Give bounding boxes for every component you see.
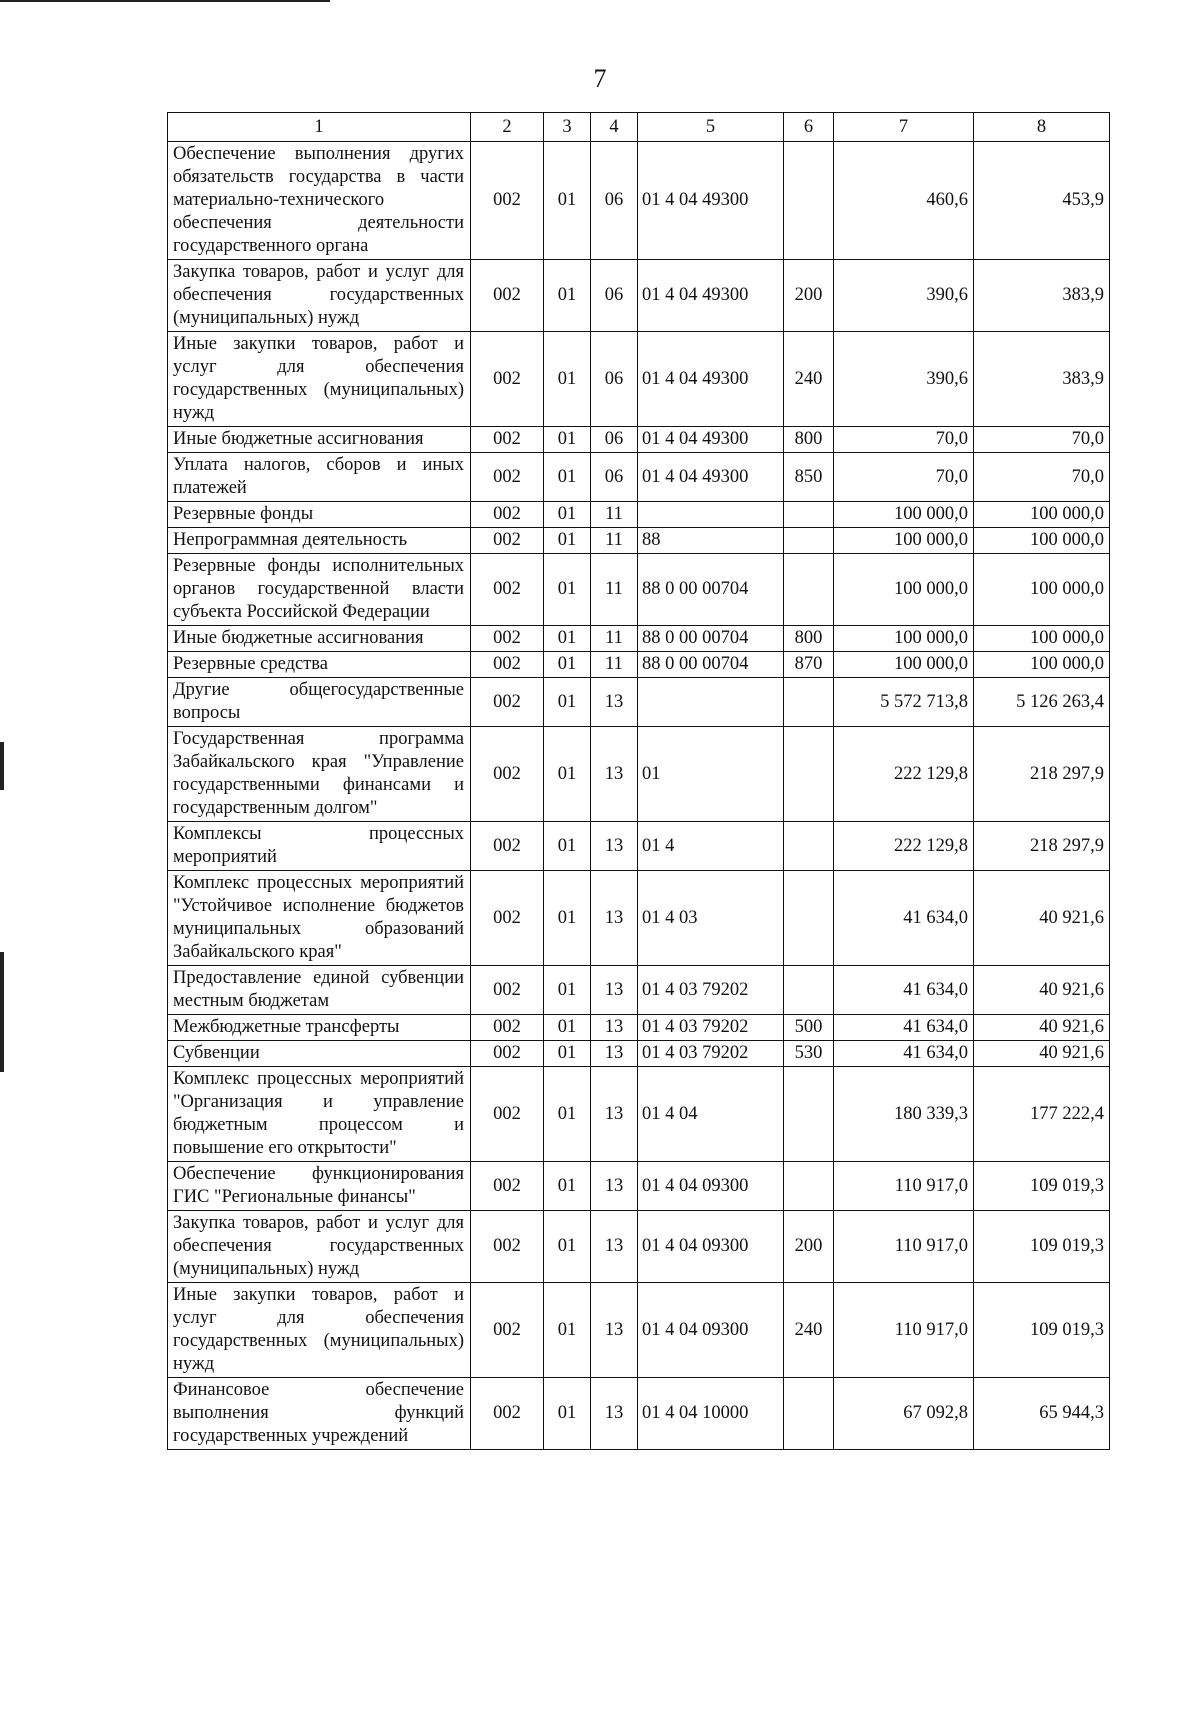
section-code-cell: 01 bbox=[544, 1378, 591, 1450]
subsection-code-cell: 13 bbox=[591, 1211, 638, 1283]
amount-year2-cell: 40 921,6 bbox=[974, 966, 1110, 1015]
amount-year1-cell: 41 634,0 bbox=[834, 871, 974, 966]
table-row bbox=[168, 427, 1110, 453]
item-name-cell: Обеспечение выполнения других обязательств государства в части материально-технического обеспечения деятельности государственного органа bbox=[168, 142, 471, 260]
subsection-code-cell: 13 bbox=[591, 1378, 638, 1450]
target-article-cell: 88 0 00 00704 bbox=[638, 652, 784, 678]
amount-year2-cell: 100 000,0 bbox=[974, 626, 1110, 652]
header-row bbox=[168, 113, 1110, 142]
amount-year1-cell: 5 572 713,8 bbox=[834, 678, 974, 727]
item-name-cell: Субвенции bbox=[168, 1041, 471, 1067]
target-article-cell: 01 4 04 49300 bbox=[638, 453, 784, 502]
ministry-code-cell: 002 bbox=[471, 626, 544, 652]
subsection-code-cell: 13 bbox=[591, 678, 638, 727]
amount-year1-cell: 222 129,8 bbox=[834, 822, 974, 871]
subsection-code-cell: 13 bbox=[591, 1041, 638, 1067]
amount-year2-cell: 65 944,3 bbox=[974, 1378, 1110, 1450]
section-code-cell: 01 bbox=[544, 427, 591, 453]
target-article-cell: 88 0 00 00704 bbox=[638, 554, 784, 626]
target-article-cell bbox=[638, 678, 784, 727]
ministry-code-cell: 002 bbox=[471, 427, 544, 453]
section-code-cell: 01 bbox=[544, 1067, 591, 1162]
amount-year1-cell: 110 917,0 bbox=[834, 1211, 974, 1283]
table-row bbox=[168, 652, 1110, 678]
section-code-cell: 01 bbox=[544, 871, 591, 966]
table-row bbox=[168, 528, 1110, 554]
left-edge-mark bbox=[0, 952, 4, 1072]
table-row bbox=[168, 453, 1110, 502]
amount-year2-cell: 100 000,0 bbox=[974, 502, 1110, 528]
item-name-cell: Резервные фонды исполнительных органов государственной власти субъекта Российской Федерации bbox=[168, 554, 471, 626]
item-name-cell: Закупка товаров, работ и услуг для обеспечения государственных (муниципальных) нужд bbox=[168, 260, 471, 332]
amount-year2-cell: 218 297,9 bbox=[974, 727, 1110, 822]
amount-year1-cell: 460,6 bbox=[834, 142, 974, 260]
amount-year1-cell: 67 092,8 bbox=[834, 1378, 974, 1450]
table-row bbox=[168, 332, 1110, 427]
section-code-cell: 01 bbox=[544, 528, 591, 554]
amount-year2-cell: 100 000,0 bbox=[974, 528, 1110, 554]
ministry-code-cell: 002 bbox=[471, 1162, 544, 1211]
amount-year2-cell: 109 019,3 bbox=[974, 1211, 1110, 1283]
ministry-code-cell: 002 bbox=[471, 652, 544, 678]
header-cell: 2 bbox=[471, 113, 544, 142]
amount-year1-cell: 100 000,0 bbox=[834, 652, 974, 678]
section-code-cell: 01 bbox=[544, 142, 591, 260]
amount-year1-cell: 70,0 bbox=[834, 427, 974, 453]
section-code-cell: 01 bbox=[544, 678, 591, 727]
subsection-code-cell: 13 bbox=[591, 1015, 638, 1041]
item-name-cell: Комплексы процессных мероприятий bbox=[168, 822, 471, 871]
ministry-code-cell: 002 bbox=[471, 1211, 544, 1283]
expense-type-cell bbox=[784, 678, 834, 727]
subsection-code-cell: 13 bbox=[591, 871, 638, 966]
section-code-cell: 01 bbox=[544, 1041, 591, 1067]
amount-year1-cell: 110 917,0 bbox=[834, 1162, 974, 1211]
expense-type-cell bbox=[784, 554, 834, 626]
ministry-code-cell: 002 bbox=[471, 453, 544, 502]
item-name-cell: Иные бюджетные ассигнования bbox=[168, 626, 471, 652]
amount-year1-cell: 180 339,3 bbox=[834, 1067, 974, 1162]
target-article-cell bbox=[638, 502, 784, 528]
amount-year2-cell: 100 000,0 bbox=[974, 652, 1110, 678]
amount-year2-cell: 109 019,3 bbox=[974, 1283, 1110, 1378]
page-number: 7 bbox=[593, 64, 607, 93]
subsection-code-cell: 13 bbox=[591, 822, 638, 871]
header-cell: 8 bbox=[974, 113, 1110, 142]
target-article-cell: 88 0 00 00704 bbox=[638, 626, 784, 652]
expense-type-cell bbox=[784, 502, 834, 528]
section-code-cell: 01 bbox=[544, 626, 591, 652]
section-code-cell: 01 bbox=[544, 822, 591, 871]
amount-year2-cell: 218 297,9 bbox=[974, 822, 1110, 871]
expense-type-cell bbox=[784, 142, 834, 260]
table-row bbox=[168, 1283, 1110, 1378]
expense-type-cell: 240 bbox=[784, 332, 834, 427]
target-article-cell: 01 4 03 79202 bbox=[638, 1015, 784, 1041]
subsection-code-cell: 06 bbox=[591, 427, 638, 453]
section-code-cell: 01 bbox=[544, 332, 591, 427]
amount-year2-cell: 5 126 263,4 bbox=[974, 678, 1110, 727]
expense-type-cell: 530 bbox=[784, 1041, 834, 1067]
table-row bbox=[168, 502, 1110, 528]
amount-year2-cell: 453,9 bbox=[974, 142, 1110, 260]
amount-year1-cell: 100 000,0 bbox=[834, 554, 974, 626]
section-code-cell: 01 bbox=[544, 554, 591, 626]
amount-year2-cell: 383,9 bbox=[974, 260, 1110, 332]
item-name-cell: Непрограммная деятельность bbox=[168, 528, 471, 554]
target-article-cell: 01 4 03 bbox=[638, 871, 784, 966]
subsection-code-cell: 11 bbox=[591, 626, 638, 652]
item-name-cell: Государственная программа Забайкальского края "Управление государственными финансами и государственным долгом" bbox=[168, 727, 471, 822]
subsection-code-cell: 06 bbox=[591, 142, 638, 260]
subsection-code-cell: 13 bbox=[591, 1283, 638, 1378]
subsection-code-cell: 13 bbox=[591, 1067, 638, 1162]
table-row bbox=[168, 678, 1110, 727]
table-body bbox=[168, 142, 1110, 1450]
table-row bbox=[168, 1015, 1110, 1041]
left-edge-mark bbox=[0, 742, 4, 790]
item-name-cell: Иные закупки товаров, работ и услуг для обеспечения государственных (муниципальных) нужд bbox=[168, 332, 471, 427]
target-article-cell: 88 bbox=[638, 528, 784, 554]
header-cell: 7 bbox=[834, 113, 974, 142]
table-row bbox=[168, 554, 1110, 626]
subsection-code-cell: 13 bbox=[591, 966, 638, 1015]
expense-type-cell: 200 bbox=[784, 260, 834, 332]
section-code-cell: 01 bbox=[544, 260, 591, 332]
ministry-code-cell: 002 bbox=[471, 727, 544, 822]
ministry-code-cell: 002 bbox=[471, 822, 544, 871]
table-row bbox=[168, 142, 1110, 260]
amount-year2-cell: 109 019,3 bbox=[974, 1162, 1110, 1211]
budget-table-container bbox=[167, 112, 1110, 1450]
amount-year1-cell: 390,6 bbox=[834, 332, 974, 427]
expense-type-cell: 200 bbox=[784, 1211, 834, 1283]
section-code-cell: 01 bbox=[544, 1283, 591, 1378]
header-cell: 5 bbox=[638, 113, 784, 142]
subsection-code-cell: 13 bbox=[591, 727, 638, 822]
ministry-code-cell: 002 bbox=[471, 1067, 544, 1162]
expense-type-cell bbox=[784, 1162, 834, 1211]
table-row bbox=[168, 1211, 1110, 1283]
item-name-cell: Комплекс процессных мероприятий "Организация и управление бюджетным процессом и повышение его открытости" bbox=[168, 1067, 471, 1162]
target-article-cell: 01 4 04 49300 bbox=[638, 427, 784, 453]
amount-year2-cell: 40 921,6 bbox=[974, 1041, 1110, 1067]
expense-type-cell bbox=[784, 822, 834, 871]
amount-year1-cell: 41 634,0 bbox=[834, 1041, 974, 1067]
item-name-cell: Резервные средства bbox=[168, 652, 471, 678]
subsection-code-cell: 11 bbox=[591, 502, 638, 528]
expense-type-cell bbox=[784, 528, 834, 554]
section-code-cell: 01 bbox=[544, 453, 591, 502]
table-row bbox=[168, 1162, 1110, 1211]
section-code-cell: 01 bbox=[544, 1162, 591, 1211]
section-code-cell: 01 bbox=[544, 502, 591, 528]
item-name-cell: Финансовое обеспечение выполнения функций государственных учреждений bbox=[168, 1378, 471, 1450]
expense-type-cell: 800 bbox=[784, 626, 834, 652]
budget-table bbox=[167, 112, 1110, 1450]
item-name-cell: Закупка товаров, работ и услуг для обеспечения государственных (муниципальных) нужд bbox=[168, 1211, 471, 1283]
ministry-code-cell: 002 bbox=[471, 502, 544, 528]
subsection-code-cell: 06 bbox=[591, 332, 638, 427]
target-article-cell: 01 4 04 09300 bbox=[638, 1283, 784, 1378]
amount-year2-cell: 70,0 bbox=[974, 427, 1110, 453]
subsection-code-cell: 06 bbox=[591, 260, 638, 332]
ministry-code-cell: 002 bbox=[471, 260, 544, 332]
item-name-cell: Уплата налогов, сборов и иных платежей bbox=[168, 453, 471, 502]
item-name-cell: Предоставление единой субвенции местным бюджетам bbox=[168, 966, 471, 1015]
section-code-cell: 01 bbox=[544, 727, 591, 822]
target-article-cell: 01 4 03 79202 bbox=[638, 1041, 784, 1067]
item-name-cell: Межбюджетные трансферты bbox=[168, 1015, 471, 1041]
target-article-cell: 01 4 04 10000 bbox=[638, 1378, 784, 1450]
amount-year1-cell: 41 634,0 bbox=[834, 1015, 974, 1041]
expense-type-cell: 870 bbox=[784, 652, 834, 678]
item-name-cell: Обеспечение функционирования ГИС "Региональные финансы" bbox=[168, 1162, 471, 1211]
target-article-cell: 01 4 03 79202 bbox=[638, 966, 784, 1015]
ministry-code-cell: 002 bbox=[471, 554, 544, 626]
subsection-code-cell: 11 bbox=[591, 554, 638, 626]
item-name-cell: Резервные фонды bbox=[168, 502, 471, 528]
subsection-code-cell: 11 bbox=[591, 528, 638, 554]
target-article-cell: 01 4 04 49300 bbox=[638, 260, 784, 332]
table-row bbox=[168, 822, 1110, 871]
section-code-cell: 01 bbox=[544, 1211, 591, 1283]
expense-type-cell bbox=[784, 966, 834, 1015]
header-cell: 4 bbox=[591, 113, 638, 142]
ministry-code-cell: 002 bbox=[471, 1041, 544, 1067]
expense-type-cell bbox=[784, 727, 834, 822]
expense-type-cell: 850 bbox=[784, 453, 834, 502]
subsection-code-cell: 06 bbox=[591, 453, 638, 502]
expense-type-cell: 500 bbox=[784, 1015, 834, 1041]
expense-type-cell: 800 bbox=[784, 427, 834, 453]
amount-year1-cell: 100 000,0 bbox=[834, 528, 974, 554]
amount-year2-cell: 40 921,6 bbox=[974, 1015, 1110, 1041]
table-row bbox=[168, 966, 1110, 1015]
amount-year1-cell: 70,0 bbox=[834, 453, 974, 502]
target-article-cell: 01 4 04 bbox=[638, 1067, 784, 1162]
ministry-code-cell: 002 bbox=[471, 332, 544, 427]
ministry-code-cell: 002 bbox=[471, 1378, 544, 1450]
subsection-code-cell: 11 bbox=[591, 652, 638, 678]
amount-year2-cell: 177 222,4 bbox=[974, 1067, 1110, 1162]
item-name-cell: Иные закупки товаров, работ и услуг для обеспечения государственных (муниципальных) нужд bbox=[168, 1283, 471, 1378]
amount-year2-cell: 40 921,6 bbox=[974, 871, 1110, 966]
table-row bbox=[168, 871, 1110, 966]
item-name-cell: Другие общегосударственные вопросы bbox=[168, 678, 471, 727]
ministry-code-cell: 002 bbox=[471, 142, 544, 260]
target-article-cell: 01 4 04 09300 bbox=[638, 1211, 784, 1283]
amount-year1-cell: 41 634,0 bbox=[834, 966, 974, 1015]
ministry-code-cell: 002 bbox=[471, 871, 544, 966]
ministry-code-cell: 002 bbox=[471, 528, 544, 554]
amount-year2-cell: 100 000,0 bbox=[974, 554, 1110, 626]
amount-year1-cell: 110 917,0 bbox=[834, 1283, 974, 1378]
table-row bbox=[168, 1378, 1110, 1450]
amount-year1-cell: 100 000,0 bbox=[834, 502, 974, 528]
target-article-cell: 01 4 04 09300 bbox=[638, 1162, 784, 1211]
amount-year1-cell: 390,6 bbox=[834, 260, 974, 332]
section-code-cell: 01 bbox=[544, 1015, 591, 1041]
item-name-cell: Иные бюджетные ассигнования bbox=[168, 427, 471, 453]
target-article-cell: 01 4 bbox=[638, 822, 784, 871]
table-row bbox=[168, 1067, 1110, 1162]
target-article-cell: 01 4 04 49300 bbox=[638, 332, 784, 427]
table-row bbox=[168, 626, 1110, 652]
item-name-cell: Комплекс процессных мероприятий "Устойчивое исполнение бюджетов муниципальных образований Забайкальского края" bbox=[168, 871, 471, 966]
target-article-cell: 01 bbox=[638, 727, 784, 822]
ministry-code-cell: 002 bbox=[471, 1283, 544, 1378]
target-article-cell: 01 4 04 49300 bbox=[638, 142, 784, 260]
subsection-code-cell: 13 bbox=[591, 1162, 638, 1211]
amount-year1-cell: 100 000,0 bbox=[834, 626, 974, 652]
ministry-code-cell: 002 bbox=[471, 678, 544, 727]
header-cell: 6 bbox=[784, 113, 834, 142]
table-row bbox=[168, 727, 1110, 822]
section-code-cell: 01 bbox=[544, 652, 591, 678]
amount-year2-cell: 383,9 bbox=[974, 332, 1110, 427]
top-edge-line bbox=[0, 0, 330, 2]
header-cell: 3 bbox=[544, 113, 591, 142]
expense-type-cell bbox=[784, 1067, 834, 1162]
expense-type-cell bbox=[784, 1378, 834, 1450]
expense-type-cell: 240 bbox=[784, 1283, 834, 1378]
ministry-code-cell: 002 bbox=[471, 1015, 544, 1041]
header-cell: 1 bbox=[168, 113, 471, 142]
amount-year1-cell: 222 129,8 bbox=[834, 727, 974, 822]
amount-year2-cell: 70,0 bbox=[974, 453, 1110, 502]
expense-type-cell bbox=[784, 871, 834, 966]
section-code-cell: 01 bbox=[544, 966, 591, 1015]
table-row bbox=[168, 260, 1110, 332]
table-row bbox=[168, 1041, 1110, 1067]
ministry-code-cell: 002 bbox=[471, 966, 544, 1015]
